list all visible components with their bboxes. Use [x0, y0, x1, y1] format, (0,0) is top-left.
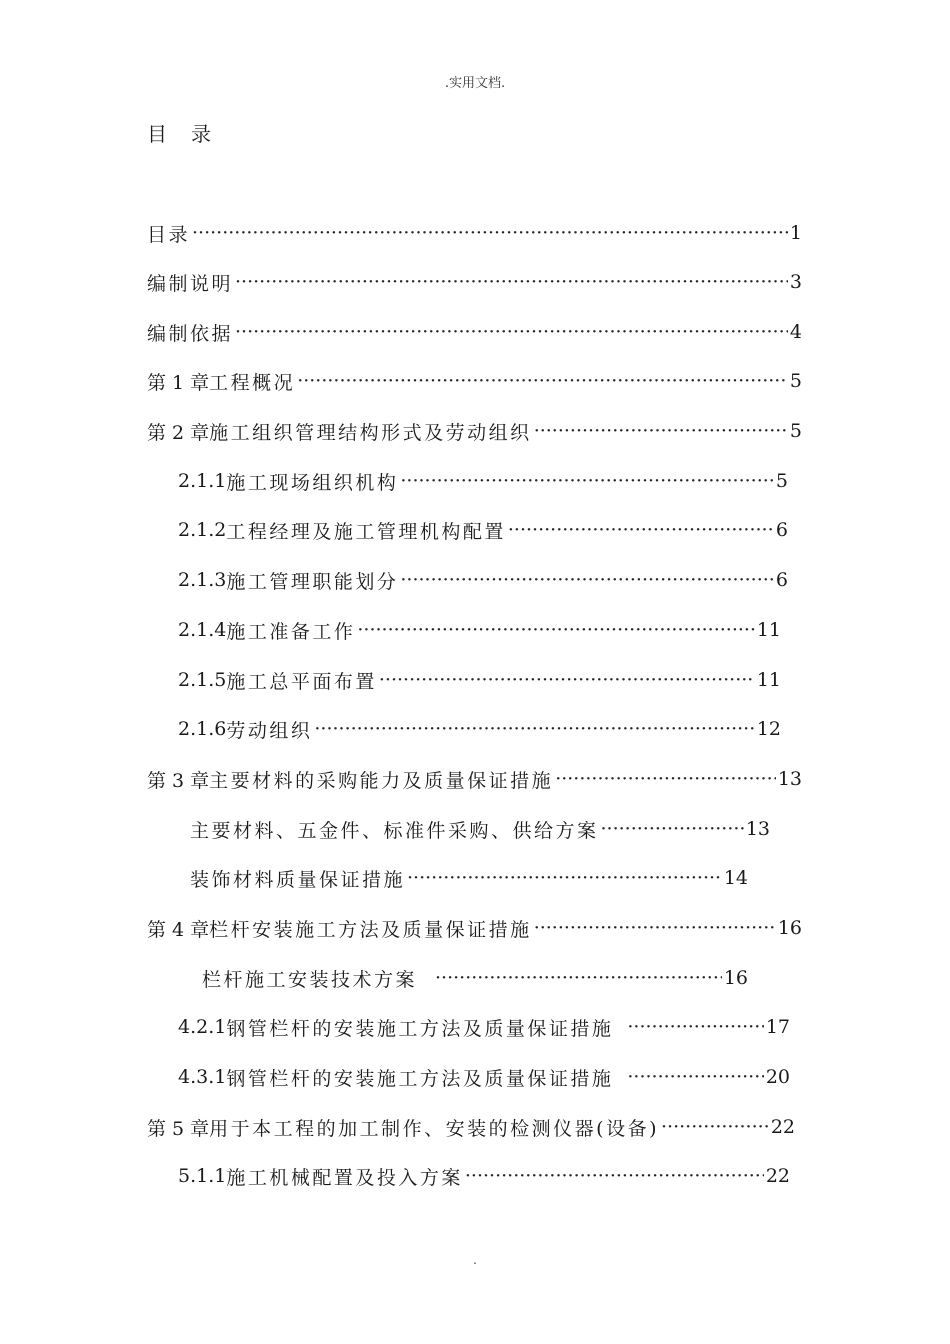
- dot-leader: [192, 222, 788, 244]
- toc-entry-number: 2.1.2: [178, 519, 227, 541]
- toc-entry-number: 第 2 章: [147, 421, 210, 444]
- dot-leader: [465, 1165, 764, 1187]
- toc-entry-text: 施工组织管理结构形式及劳动组织: [209, 421, 532, 444]
- toc-entry-page: 22: [765, 1165, 790, 1187]
- toc-entry-number: 4.2.1: [178, 1016, 227, 1038]
- toc-entry[interactable]: [147, 416, 802, 446]
- toc-entry-text: 工程概况: [209, 371, 296, 394]
- dot-leader: [297, 370, 788, 392]
- toc-entry-page: 13: [745, 818, 770, 840]
- toc-entry-number: 第 3 章: [147, 769, 210, 792]
- toc-title-char-1: 目: [147, 122, 169, 146]
- toc-entry-text: 钢管栏杆的安装施工方法及质量保证措施: [226, 1017, 614, 1040]
- toc-entry[interactable]: [178, 1012, 790, 1042]
- dot-leader: [534, 420, 788, 442]
- toc-entry[interactable]: [178, 615, 781, 645]
- toc-entry-number: 2.1.6: [178, 718, 227, 740]
- toc-entry-text: 施工现场组织机构: [226, 471, 399, 494]
- toc-entry-page: 20: [765, 1066, 790, 1088]
- toc-entry-page: 6: [775, 569, 788, 591]
- toc-entry[interactable]: [147, 218, 802, 248]
- toc-entry[interactable]: [178, 565, 788, 595]
- toc-entry-text: 装饰材料质量保证措施: [190, 868, 406, 891]
- toc-entry-text: 用于本工程的加工制作、安装的检测仪器(设备): [209, 1117, 659, 1140]
- toc-entry-page: 5: [789, 420, 802, 442]
- toc-entry-text: 施工总平面布置: [226, 670, 377, 693]
- toc-entry-page: 16: [723, 967, 748, 989]
- toc-entry[interactable]: [190, 814, 770, 844]
- dot-leader: [627, 1016, 763, 1038]
- toc-entry[interactable]: [147, 267, 802, 297]
- dot-leader: [508, 519, 774, 541]
- toc-entry-number: 第 1 章: [147, 371, 210, 394]
- toc-entry[interactable]: [147, 317, 802, 347]
- toc-entry[interactable]: [178, 466, 788, 496]
- toc-entry[interactable]: [178, 665, 781, 695]
- dot-leader: [661, 1116, 769, 1138]
- toc-entry-page: 16: [777, 917, 802, 939]
- dot-leader: [235, 271, 788, 293]
- toc-entry-page: 5: [775, 470, 788, 492]
- toc-entry-text: 编制说明: [147, 272, 234, 295]
- toc-entry-page: 1: [789, 222, 802, 244]
- toc-entry-number: 2.1.1: [178, 470, 227, 492]
- toc-entry[interactable]: [147, 366, 802, 396]
- toc-entry[interactable]: [202, 963, 748, 993]
- toc-entry-page: 14: [723, 867, 748, 889]
- toc-entry-text: 工程经理及施工管理机构配置: [226, 520, 506, 543]
- dot-leader: [534, 917, 776, 939]
- toc-entry-number: 2.1.5: [178, 669, 227, 691]
- toc-entry-page: 5: [789, 370, 802, 392]
- toc-entry-page: 11: [756, 619, 781, 641]
- dot-leader: [407, 867, 722, 889]
- dot-leader: [314, 718, 754, 740]
- toc-entry[interactable]: [178, 1062, 790, 1092]
- toc-entry-number: 5.1.1: [178, 1165, 227, 1187]
- toc-entry[interactable]: [147, 913, 802, 943]
- dot-leader: [235, 321, 788, 343]
- toc-entry-number: 第 5 章: [147, 1117, 210, 1140]
- toc-entry-text: 劳动组织: [226, 719, 313, 742]
- toc-entry-page: 22: [770, 1116, 795, 1138]
- toc-entry-page: 6: [775, 519, 788, 541]
- toc-entry[interactable]: [178, 714, 781, 744]
- toc-title-char-2: 录: [191, 122, 213, 146]
- dot-leader: [400, 569, 774, 591]
- dot-leader: [357, 619, 754, 641]
- dot-leader: [627, 1066, 763, 1088]
- dot-leader: [555, 768, 776, 790]
- toc-entry-number: 2.1.3: [178, 569, 227, 591]
- toc-entry-text: 栏杆安装施工方法及质量保证措施: [209, 918, 532, 941]
- toc-entry-text: 施工管理职能划分: [226, 570, 399, 593]
- toc-entry[interactable]: [190, 863, 748, 893]
- toc-entry-text: 钢管栏杆的安装施工方法及质量保证措施: [226, 1067, 614, 1090]
- toc-entry-number: 2.1.4: [178, 619, 227, 641]
- toc-entry-page: 17: [765, 1016, 790, 1038]
- toc-entry-text: 主要材料的采购能力及质量保证措施: [209, 769, 554, 792]
- toc-entry-number: 4.3.1: [178, 1066, 227, 1088]
- toc-entry-text: 栏杆施工安装技术方案: [202, 968, 418, 991]
- toc-entry-text: 主要材料、五金件、标准件采购、供给方案: [190, 819, 599, 842]
- toc-entry-number: 第 4 章: [147, 918, 210, 941]
- toc-entry-text: 编制依据: [147, 322, 234, 345]
- toc-entry[interactable]: [178, 1161, 790, 1191]
- toc-entry-page: 12: [756, 718, 781, 740]
- dot-leader: [379, 669, 755, 691]
- toc-entry-page: 11: [756, 669, 781, 691]
- page-footer: .: [473, 1253, 477, 1267]
- toc-entry[interactable]: [147, 1112, 795, 1142]
- toc-title: [147, 118, 213, 147]
- dot-leader: [400, 470, 774, 492]
- toc-entry-text: 目录: [147, 223, 191, 246]
- page-header: .实用文档.: [444, 76, 506, 91]
- toc-entry[interactable]: [178, 515, 788, 545]
- toc-entry-page: 13: [777, 768, 802, 790]
- toc-entry-page: 3: [789, 271, 802, 293]
- toc-entry-text: 施工准备工作: [226, 620, 356, 643]
- dot-leader: [601, 818, 744, 840]
- toc-entry-page: 4: [789, 321, 802, 343]
- dot-leader: [435, 967, 722, 989]
- toc-entry[interactable]: [147, 764, 802, 794]
- toc-entry-text: 施工机械配置及投入方案: [226, 1166, 463, 1189]
